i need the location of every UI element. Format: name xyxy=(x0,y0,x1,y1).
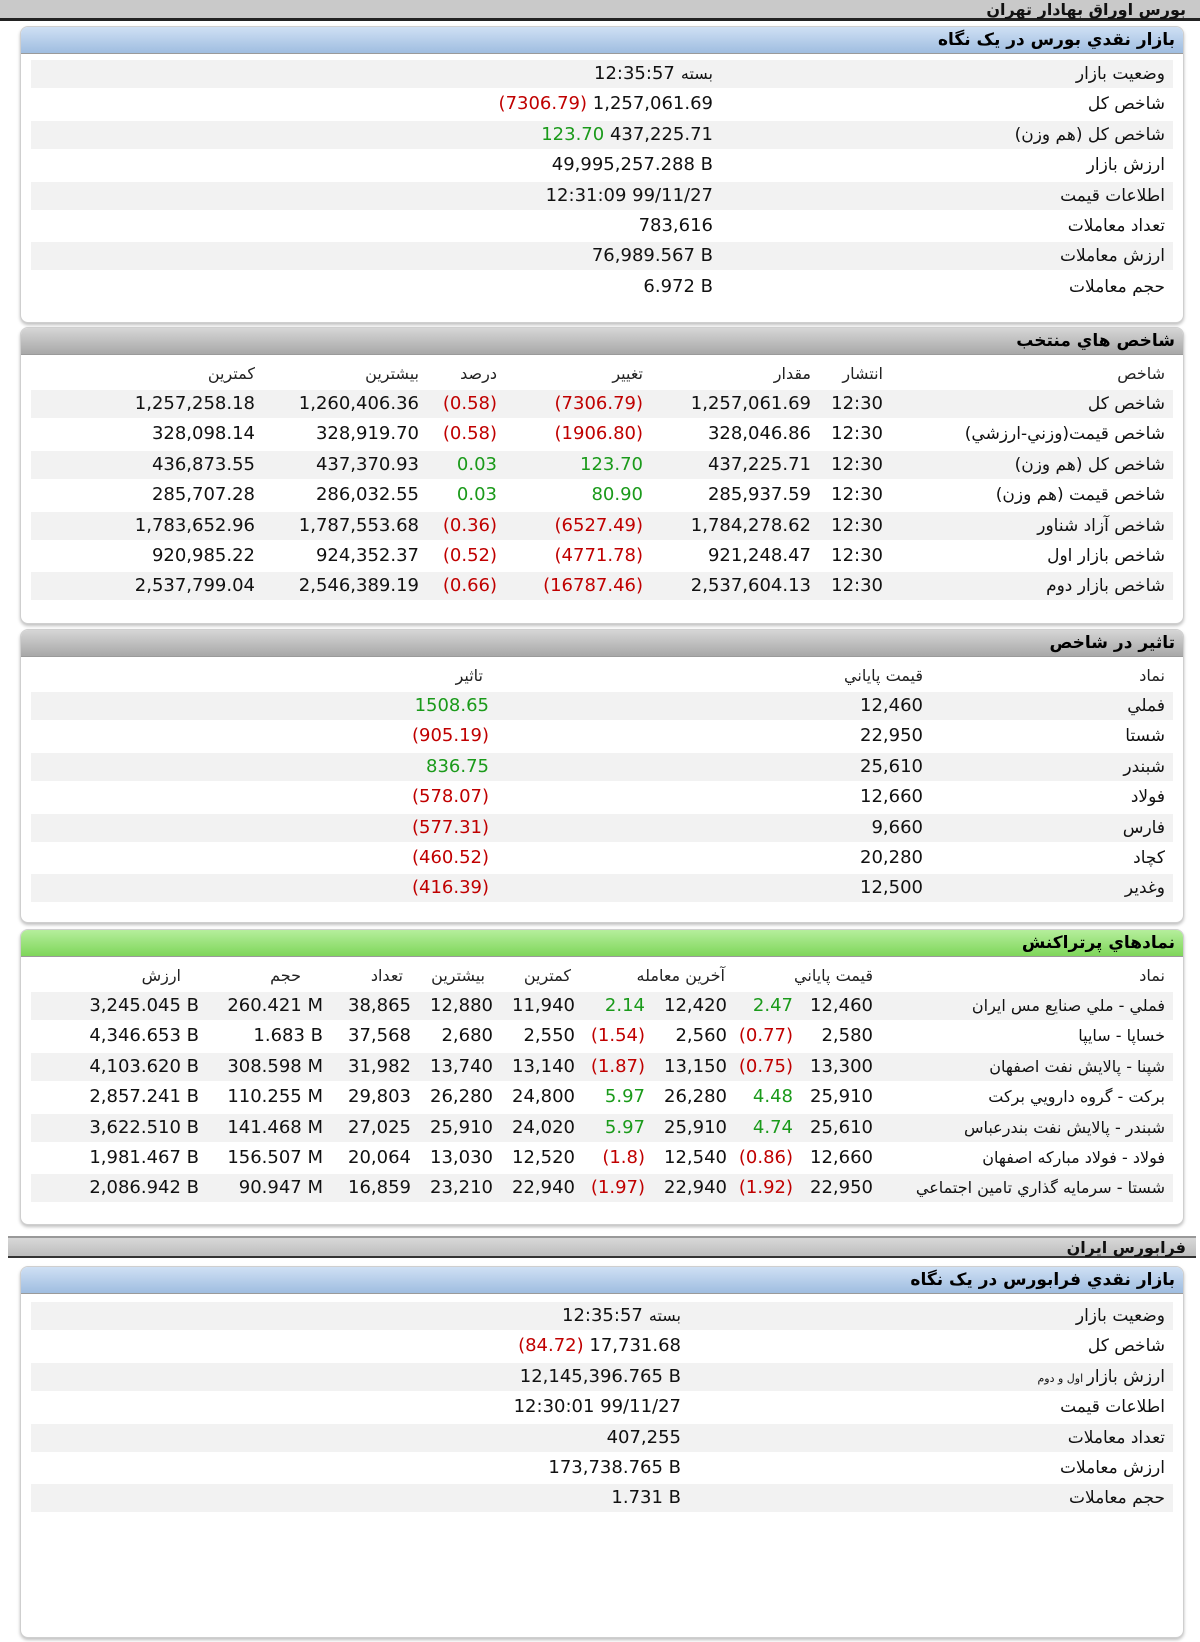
active-last: 25,910 xyxy=(664,1116,727,1138)
impact-symbol: فولاد xyxy=(1130,787,1165,808)
active-last: 26,280 xyxy=(664,1086,727,1108)
active-high: 2,680 xyxy=(441,1025,493,1047)
active-volume: 1.683 B xyxy=(253,1025,323,1047)
impact-row xyxy=(31,874,1173,902)
overview-value: 76,989.567 B xyxy=(591,245,713,267)
active-volume: 308.598 M xyxy=(227,1055,323,1077)
col-value-header: ارزش xyxy=(141,966,181,985)
overview-label: شاخص کل xyxy=(1087,94,1165,115)
index-high: 437,370.93 xyxy=(315,453,419,475)
impact-header-row xyxy=(31,662,1173,690)
overview-row xyxy=(31,273,1173,301)
index-time: 12:30 xyxy=(831,514,883,536)
active-close-change: (0.75) xyxy=(738,1055,793,1077)
active-high: 25,910 xyxy=(430,1116,493,1138)
index-time: 12:30 xyxy=(831,484,883,506)
active-row xyxy=(31,1053,1173,1081)
index-low: 285,707.28 xyxy=(151,484,255,506)
overview-row xyxy=(31,1332,1173,1360)
impact-value: 1508.65 xyxy=(414,695,489,716)
overview-label-suffix: اول و دوم xyxy=(1037,1371,1087,1385)
active-count: 37,568 xyxy=(348,1025,411,1047)
impact-close: 9,660 xyxy=(871,816,923,838)
index-change: (6527.49) xyxy=(554,514,643,536)
index-low: 920,985.22 xyxy=(151,545,255,566)
overview-label: شاخص کل xyxy=(1087,1336,1165,1357)
impact-row xyxy=(31,753,1173,781)
active-close: 25,610 xyxy=(810,1116,873,1138)
impact-close: 12,460 xyxy=(860,695,923,716)
active-low: 24,800 xyxy=(512,1086,575,1108)
overview-value: 783,616 xyxy=(638,215,713,236)
overview-row xyxy=(31,151,1173,179)
active-close: 2,580 xyxy=(821,1025,873,1047)
active-last: 12,420 xyxy=(664,995,727,1016)
col-low-header: کمترين xyxy=(207,364,255,383)
active-count: 29,803 xyxy=(348,1086,411,1108)
farabourse-overview-title: بازار نقدي فرابورس در يک نگاه xyxy=(21,1267,1183,1294)
active-row xyxy=(31,1174,1173,1202)
overview-row xyxy=(31,212,1173,240)
overview-value: 173,738.765 B xyxy=(548,1457,681,1478)
active-close: 13,300 xyxy=(810,1055,873,1077)
index-value: 921,248.47 xyxy=(707,545,811,566)
index-name: شاخص قيمت (هم وزن) xyxy=(995,485,1165,506)
active-count: 20,064 xyxy=(348,1147,411,1168)
bourse-active-panel xyxy=(20,929,1184,1225)
overview-row xyxy=(31,1454,1173,1482)
index-change: (1906.80) xyxy=(554,423,643,445)
overview-row xyxy=(31,242,1173,270)
index-value: 1,784,278.62 xyxy=(690,514,811,536)
active-symbol: برکت - گروه دارويي برکت xyxy=(988,1087,1165,1107)
index-time: 12:30 xyxy=(831,393,883,414)
active-close-change: 2.47 xyxy=(752,995,793,1016)
active-volume: 156.507 M xyxy=(227,1147,323,1168)
active-value: 3,622.510 B xyxy=(89,1116,199,1138)
overview-label: حجم معاملات xyxy=(1069,1488,1165,1509)
index-name: شاخص آزاد شناور xyxy=(1037,515,1165,536)
index-high: 924,352.37 xyxy=(315,545,419,566)
overview-row xyxy=(31,1484,1173,1512)
overview-label: اطلاعات قيمت xyxy=(1060,185,1165,206)
impact-value: 836.75 xyxy=(426,755,489,777)
overview-label: تعداد معاملات xyxy=(1067,216,1165,236)
impact-value: (905.19) xyxy=(411,725,489,747)
active-volume: 110.255 M xyxy=(227,1086,323,1108)
overview-label: تعداد معاملات xyxy=(1067,1427,1165,1448)
index-percent: 0.03 xyxy=(456,484,497,506)
active-last: 13,150 xyxy=(664,1055,727,1077)
bourse-indices-panel xyxy=(20,327,1184,624)
index-low: 436,873.55 xyxy=(151,453,255,475)
active-last-change: (1.54) xyxy=(590,1025,645,1047)
index-value: 285,937.59 xyxy=(707,484,811,506)
active-close: 22,950 xyxy=(810,1177,873,1199)
overview-value: 407,255 xyxy=(606,1426,681,1448)
active-close-change: 4.74 xyxy=(752,1116,793,1138)
active-row xyxy=(31,1083,1173,1111)
index-percent: (0.36) xyxy=(442,514,497,536)
overview-value: 12,145,396.765 B xyxy=(519,1365,681,1387)
overview-row xyxy=(31,1363,1173,1391)
index-name: شاخص کل xyxy=(1087,394,1165,414)
index-time: 12:30 xyxy=(831,453,883,475)
index-value: 2,537,604.13 xyxy=(690,575,811,597)
impact-close: 22,950 xyxy=(860,725,923,747)
index-high: 1,260,406.36 xyxy=(298,393,419,414)
active-symbol: شپنا - پالايش نفت اصفهان xyxy=(989,1056,1165,1076)
overview-change: (84.72) xyxy=(518,1335,584,1357)
farabourse-header: فرابورس ايران xyxy=(8,1236,1196,1258)
impact-symbol: شبندر xyxy=(1123,756,1165,777)
active-high: 23,210 xyxy=(430,1177,493,1199)
index-change: (16787.46) xyxy=(543,575,643,597)
index-value: 1,257,061.69 xyxy=(690,393,811,414)
overview-row xyxy=(31,90,1173,118)
overview-label: ارزش معاملات xyxy=(1059,1458,1165,1478)
active-high: 13,030 xyxy=(430,1147,493,1168)
overview-label: ارزش معاملات xyxy=(1059,246,1165,267)
index-row xyxy=(31,390,1173,418)
impact-value: (578.07) xyxy=(411,786,489,808)
active-last: 22,940 xyxy=(664,1177,727,1199)
overview-label: ارزش بازار اول و دوم xyxy=(1037,1366,1165,1387)
bourse-header: بورس اوراق بهادار تهران xyxy=(0,0,1200,21)
overview-label: اطلاعات قيمت xyxy=(1060,1397,1165,1418)
overview-value: 123.70 437,225.71 xyxy=(541,123,713,145)
active-close: 12,660 xyxy=(810,1147,873,1168)
active-low: 13,140 xyxy=(512,1055,575,1077)
impact-value: (577.31) xyxy=(411,816,489,838)
index-name: شاخص کل (هم وزن) xyxy=(1014,454,1165,475)
active-last: 12,540 xyxy=(664,1147,727,1168)
active-value: 1,981.467 B xyxy=(89,1147,199,1168)
active-value: 3,245.045 B xyxy=(89,995,199,1016)
active-volume: 141.468 M xyxy=(227,1116,323,1138)
active-last-change: (1.87) xyxy=(590,1055,645,1077)
impact-row xyxy=(31,722,1173,750)
active-symbol: شستا - سرمايه گذاري تامين اجتماعي xyxy=(915,1178,1165,1198)
index-low: 1,783,652.96 xyxy=(134,514,255,536)
overview-row xyxy=(31,121,1173,149)
overview-value: 12:35:57 بسته xyxy=(562,1305,681,1326)
bourse-overview-title: بازار نقدي بورس در يک نگاه xyxy=(21,27,1183,54)
index-row xyxy=(31,512,1173,540)
impact-symbol: فارس xyxy=(1122,817,1165,838)
active-header-row xyxy=(31,962,1173,990)
impact-close: 20,280 xyxy=(860,847,923,868)
overview-label: وضعيت بازار xyxy=(1075,1306,1165,1326)
col-count-header: تعداد xyxy=(370,966,403,985)
impact-symbol: وغدير xyxy=(1124,878,1165,899)
col-volume-header: حجم xyxy=(270,966,301,985)
active-value: 2,857.241 B xyxy=(89,1086,199,1108)
impact-row xyxy=(31,814,1173,842)
impact-value: (416.39) xyxy=(411,877,489,899)
active-last-change: 5.97 xyxy=(604,1086,645,1108)
active-row xyxy=(31,1144,1173,1172)
impact-symbol: کچاد xyxy=(1133,848,1165,868)
impact-close: 12,500 xyxy=(860,877,923,899)
active-volume: 260.421 M xyxy=(227,995,323,1016)
overview-value: (84.72) 17,731.68 xyxy=(518,1335,681,1357)
overview-value: (7306.79) 1,257,061.69 xyxy=(498,93,713,115)
impact-symbol: شستا xyxy=(1125,726,1165,747)
index-high: 286,032.55 xyxy=(315,484,419,506)
col-low-header: کمترين xyxy=(523,966,571,985)
index-percent: (0.58) xyxy=(442,423,497,445)
active-value: 4,103.620 B xyxy=(89,1055,199,1077)
index-percent: (0.66) xyxy=(442,575,497,597)
col-name-header: شاخص xyxy=(1117,364,1165,383)
index-high: 1,787,553.68 xyxy=(298,514,419,536)
col-time-header: انتشار xyxy=(842,364,883,383)
active-low: 24,020 xyxy=(512,1116,575,1138)
overview-value: 1.731 B xyxy=(611,1487,681,1509)
active-low: 2,550 xyxy=(523,1025,575,1047)
col-symbol-header: نماد xyxy=(1139,966,1165,985)
bourse-impact-title: تاثير در شاخص xyxy=(21,630,1183,657)
active-high: 13,740 xyxy=(430,1055,493,1077)
overview-row xyxy=(31,60,1173,88)
active-volume: 90.947 M xyxy=(238,1177,323,1199)
active-close-change: (0.77) xyxy=(738,1025,793,1047)
active-last-change: 5.97 xyxy=(604,1116,645,1138)
active-last: 2,560 xyxy=(675,1025,727,1047)
col-value-header: مقدار xyxy=(773,364,811,383)
index-high: 328,919.70 xyxy=(315,423,419,445)
bourse-impact-panel xyxy=(20,629,1184,923)
overview-status: بسته xyxy=(680,64,713,83)
active-low: 22,940 xyxy=(512,1177,575,1199)
col-last-header: آخرين معامله xyxy=(636,966,725,985)
overview-value: 49,995,257.288 B xyxy=(551,154,713,176)
active-high: 12,880 xyxy=(430,995,493,1016)
overview-status: بسته xyxy=(648,1306,681,1325)
active-count: 16,859 xyxy=(348,1177,411,1199)
index-row xyxy=(31,542,1173,570)
col-close-header: قيمت پاياني xyxy=(794,966,873,985)
index-low: 1,257,258.18 xyxy=(134,393,255,414)
col-high-header: بيشترين xyxy=(431,966,485,985)
active-close: 12,460 xyxy=(810,995,873,1016)
col-impact-header: تاثير xyxy=(455,666,483,685)
index-high: 2,546,389.19 xyxy=(298,575,419,597)
overview-value: 12:30:01 99/11/27 xyxy=(513,1396,681,1418)
index-low: 328,098.14 xyxy=(151,423,255,445)
active-symbol: فولاد - فولاد مبارکه اصفهان xyxy=(982,1148,1165,1167)
col-percent-header: درصد xyxy=(460,364,497,383)
active-close-change: (1.92) xyxy=(738,1177,793,1199)
index-row xyxy=(31,481,1173,509)
overview-value: 12:31:09 99/11/27 xyxy=(545,184,713,206)
active-close-change: 4.48 xyxy=(752,1086,793,1108)
farabourse-overview-panel xyxy=(20,1266,1184,1638)
col-close-header: قيمت پاياني xyxy=(844,666,923,685)
index-change: 123.70 xyxy=(580,453,643,475)
active-value: 4,346.653 B xyxy=(89,1025,199,1047)
active-high: 26,280 xyxy=(430,1086,493,1108)
overview-label: حجم معاملات xyxy=(1069,276,1165,297)
active-symbol: فملي - ملي صنايع مس ايران xyxy=(971,996,1165,1015)
impact-row xyxy=(31,692,1173,720)
overview-value: 12:35:57 بسته xyxy=(594,63,713,84)
index-time: 12:30 xyxy=(831,575,883,597)
overview-row xyxy=(31,182,1173,210)
overview-label: ارزش بازار xyxy=(1086,155,1165,176)
impact-row xyxy=(31,783,1173,811)
active-row xyxy=(31,1022,1173,1050)
index-low: 2,537,799.04 xyxy=(134,575,255,597)
overview-label: وضعيت بازار xyxy=(1075,64,1165,84)
active-count: 31,982 xyxy=(348,1055,411,1077)
overview-row xyxy=(31,1424,1173,1452)
bourse-overview-panel xyxy=(20,26,1184,323)
overview-label: شاخص کل (هم وزن) xyxy=(1014,124,1165,145)
index-name: شاخص بازار دوم xyxy=(1046,576,1165,597)
bourse-active-title: نمادهاي پرتراکنش xyxy=(21,930,1183,957)
col-change-header: تغيير xyxy=(612,364,643,383)
impact-close: 25,610 xyxy=(860,755,923,777)
active-value: 2,086.942 B xyxy=(89,1177,199,1199)
index-value: 437,225.71 xyxy=(707,453,811,475)
active-low: 12,520 xyxy=(512,1147,575,1168)
impact-row xyxy=(31,844,1173,872)
index-row xyxy=(31,572,1173,600)
overview-change: 123.70 xyxy=(541,123,605,145)
impact-symbol: فملي xyxy=(1127,696,1165,716)
active-row xyxy=(31,992,1173,1020)
active-count: 38,865 xyxy=(348,995,411,1016)
index-change: 80.90 xyxy=(591,484,643,506)
col-symbol-header: نماد xyxy=(1139,666,1165,685)
active-symbol: شبندر - پالايش نفت بندرعباس xyxy=(963,1117,1165,1137)
overview-change: (7306.79) xyxy=(498,93,588,115)
overview-row xyxy=(31,1393,1173,1421)
index-percent: 0.03 xyxy=(456,453,497,475)
overview-row xyxy=(31,1302,1173,1330)
index-change: (4771.78) xyxy=(554,545,643,566)
active-symbol: خساپا - سايپا xyxy=(1078,1026,1165,1046)
indices-header-row xyxy=(31,360,1173,388)
col-high-header: بيشترين xyxy=(365,364,419,383)
index-change: (7306.79) xyxy=(554,393,643,414)
active-last-change: (1.97) xyxy=(590,1177,645,1199)
active-row xyxy=(31,1114,1173,1142)
index-percent: (0.52) xyxy=(442,545,497,566)
active-count: 27,025 xyxy=(348,1116,411,1138)
index-time: 12:30 xyxy=(831,423,883,445)
index-row xyxy=(31,420,1173,448)
active-close: 25,910 xyxy=(810,1086,873,1108)
bourse-indices-title: شاخص هاي منتخب xyxy=(21,328,1183,355)
active-last-change: 2.14 xyxy=(604,995,645,1016)
active-last-change: (1.8) xyxy=(602,1147,645,1168)
index-name: شاخص بازار اول xyxy=(1047,546,1165,566)
index-name: شاخص قيمت(وزني-ارزشي) xyxy=(964,424,1165,445)
index-time: 12:30 xyxy=(831,545,883,566)
impact-close: 12,660 xyxy=(860,786,923,808)
active-close-change: (0.86) xyxy=(738,1147,793,1168)
active-low: 11,940 xyxy=(512,995,575,1016)
index-percent: (0.58) xyxy=(442,393,497,414)
overview-value: 6.972 B xyxy=(643,275,713,297)
index-row xyxy=(31,451,1173,479)
index-value: 328,046.86 xyxy=(707,423,811,445)
impact-value: (460.52) xyxy=(411,847,489,868)
